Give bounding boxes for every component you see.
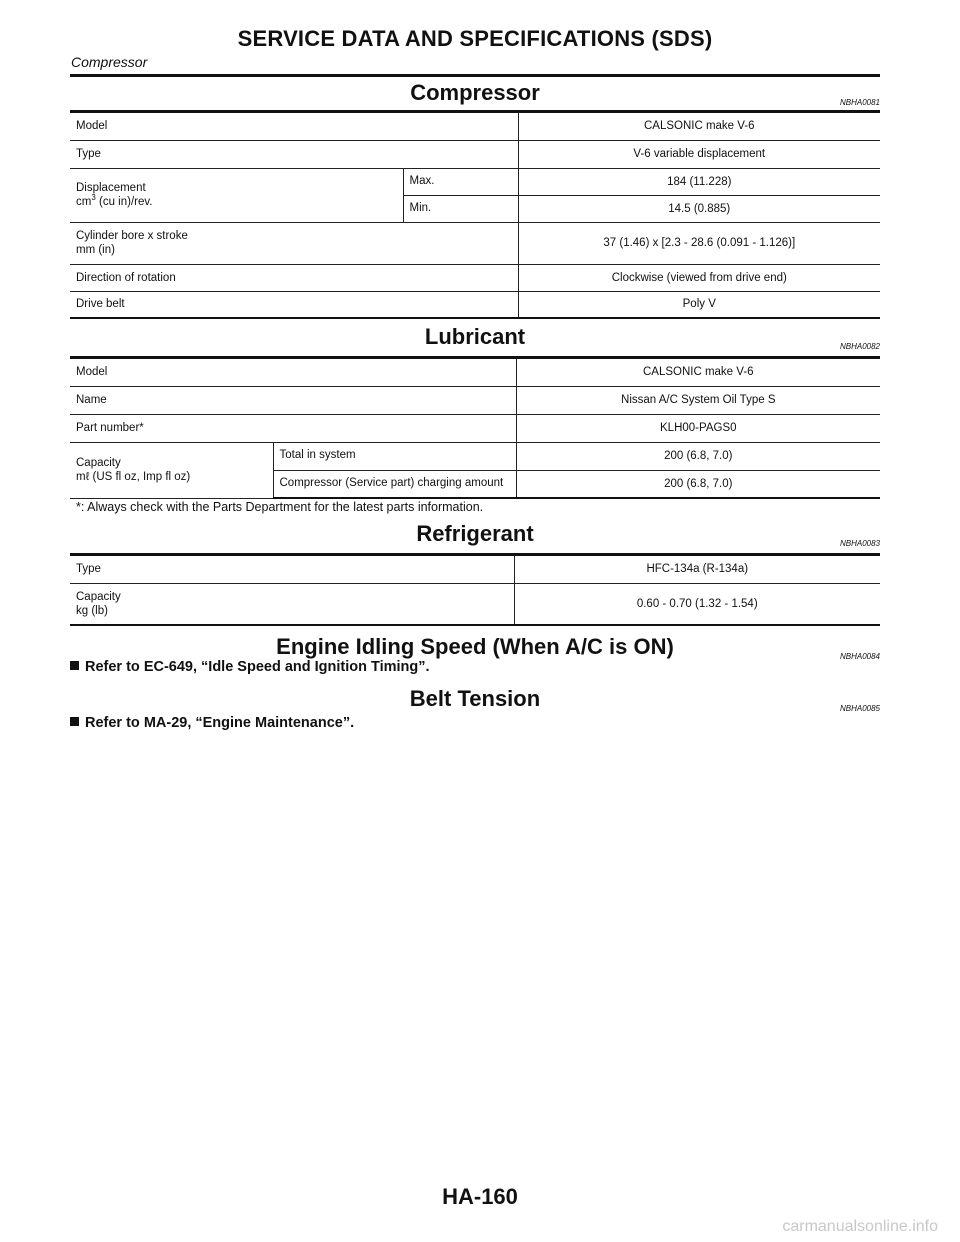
refrigerant-capacity-line2: kg (lb) [76,604,108,617]
drive-belt-label: Drive belt [70,291,518,318]
displacement-min-value: 14.5 (0.885) [518,195,880,222]
page-number: HA-160 [442,1184,518,1209]
capacity-label [70,442,273,498]
compressor-table [70,112,880,319]
table-row [70,140,880,168]
displacement-label [70,168,403,222]
bore-label-line2: mm (in) [76,244,115,256]
rotation-label: Direction of rotation [70,264,518,291]
compressor-model-value: CALSONIC make V-6 [518,112,880,140]
compressor-model-label: Model [70,112,518,140]
displacement-max-value: 184 (11.228) [518,168,880,195]
bore-label [70,222,518,264]
refrigerant-ref: NBHA0083 [839,539,880,548]
belt-bullet [70,715,354,731]
bullet-icon [70,661,79,670]
watermark: carmanualsonline.info [782,1218,938,1235]
capacity-label-line1: Capacity [76,457,121,469]
refrigerant-table [70,555,880,626]
compressor-type-label: Type [70,140,518,168]
table-row [70,291,880,318]
lubricant-table [70,358,880,499]
capacity-label-line2: mℓ (US fl oz, Imp fl oz) [76,471,191,483]
compressor-type-value: V-6 variable displacement [518,140,880,168]
header-subtitle: Compressor [71,54,148,70]
displacement-unit-cm: cm [76,196,92,208]
header-rule [70,74,880,77]
displacement-unit-sup: 3 [91,193,96,203]
lubricant-model-value: CALSONIC make V-6 [516,358,880,386]
refrigerant-type-label: Type [70,555,514,583]
table-row [70,168,880,195]
table-row [70,555,880,583]
table-row [70,442,880,470]
lubricant-title: Lubricant [424,324,526,349]
bore-label-line1: Cylinder bore x stroke [76,230,188,242]
compressor-ref: NBHA0081 [839,98,880,107]
part-number-label: Part number* [70,414,516,442]
refrigerant-title: Refrigerant [416,521,534,546]
displacement-unit-rest: (cu in)/rev. [95,196,153,208]
bore-value: 37 (1.46) x [2.3 - 28.6 (0.091 - 1.126)] [518,222,880,264]
table-row [70,583,880,625]
table-row [70,358,880,386]
table-row [70,414,880,442]
lubricant-note: *: Always check with the Parts Department for the latest parts information. [76,500,484,514]
refrigerant-capacity-line1: Capacity [76,590,121,603]
drive-belt-value: Poly V [518,291,880,318]
lubricant-name-label: Name [70,386,516,414]
displacement-label-line1: Displacement [76,182,146,194]
table-row [70,264,880,291]
lubricant-ref: NBHA0082 [839,342,880,351]
table-row [70,222,880,264]
header-title: SERVICE DATA AND SPECIFICATIONS (SDS) [237,26,713,51]
bullet-icon [70,717,79,726]
part-number-value: KLH00-PAGS0 [516,414,880,442]
table-row [70,386,880,414]
refrigerant-capacity-label [70,583,514,625]
rotation-value: Clockwise (viewed from drive end) [518,264,880,291]
compressor-charging-label: Compressor (Service part) charging amount [273,470,516,498]
idle-text: Refer to EC-649, “Idle Speed and Ignition Timing”. [85,659,430,675]
idle-title: Engine Idling Speed (When A/C is ON) [276,634,674,659]
displacement-min-label: Min. [403,195,518,222]
compressor-title: Compressor [410,80,540,105]
belt-ref: NBHA0085 [839,704,880,713]
total-in-system-value: 200 (6.8, 7.0) [516,442,880,470]
lubricant-model-label: Model [70,358,516,386]
displacement-max-label: Max. [403,168,518,195]
refrigerant-capacity-value: 0.60 - 0.70 (1.32 - 1.54) [514,583,880,625]
belt-title: Belt Tension [409,686,541,711]
lubricant-name-value: Nissan A/C System Oil Type S [516,386,880,414]
idle-ref: NBHA0084 [839,652,880,661]
belt-text: Refer to MA-29, “Engine Maintenance”. [85,715,355,731]
compressor-charging-value: 200 (6.8, 7.0) [516,470,880,498]
idle-bullet [70,659,430,675]
refrigerant-type-value: HFC-134a (R-134a) [514,555,880,583]
total-in-system-label: Total in system [273,442,516,470]
table-row [70,112,880,140]
